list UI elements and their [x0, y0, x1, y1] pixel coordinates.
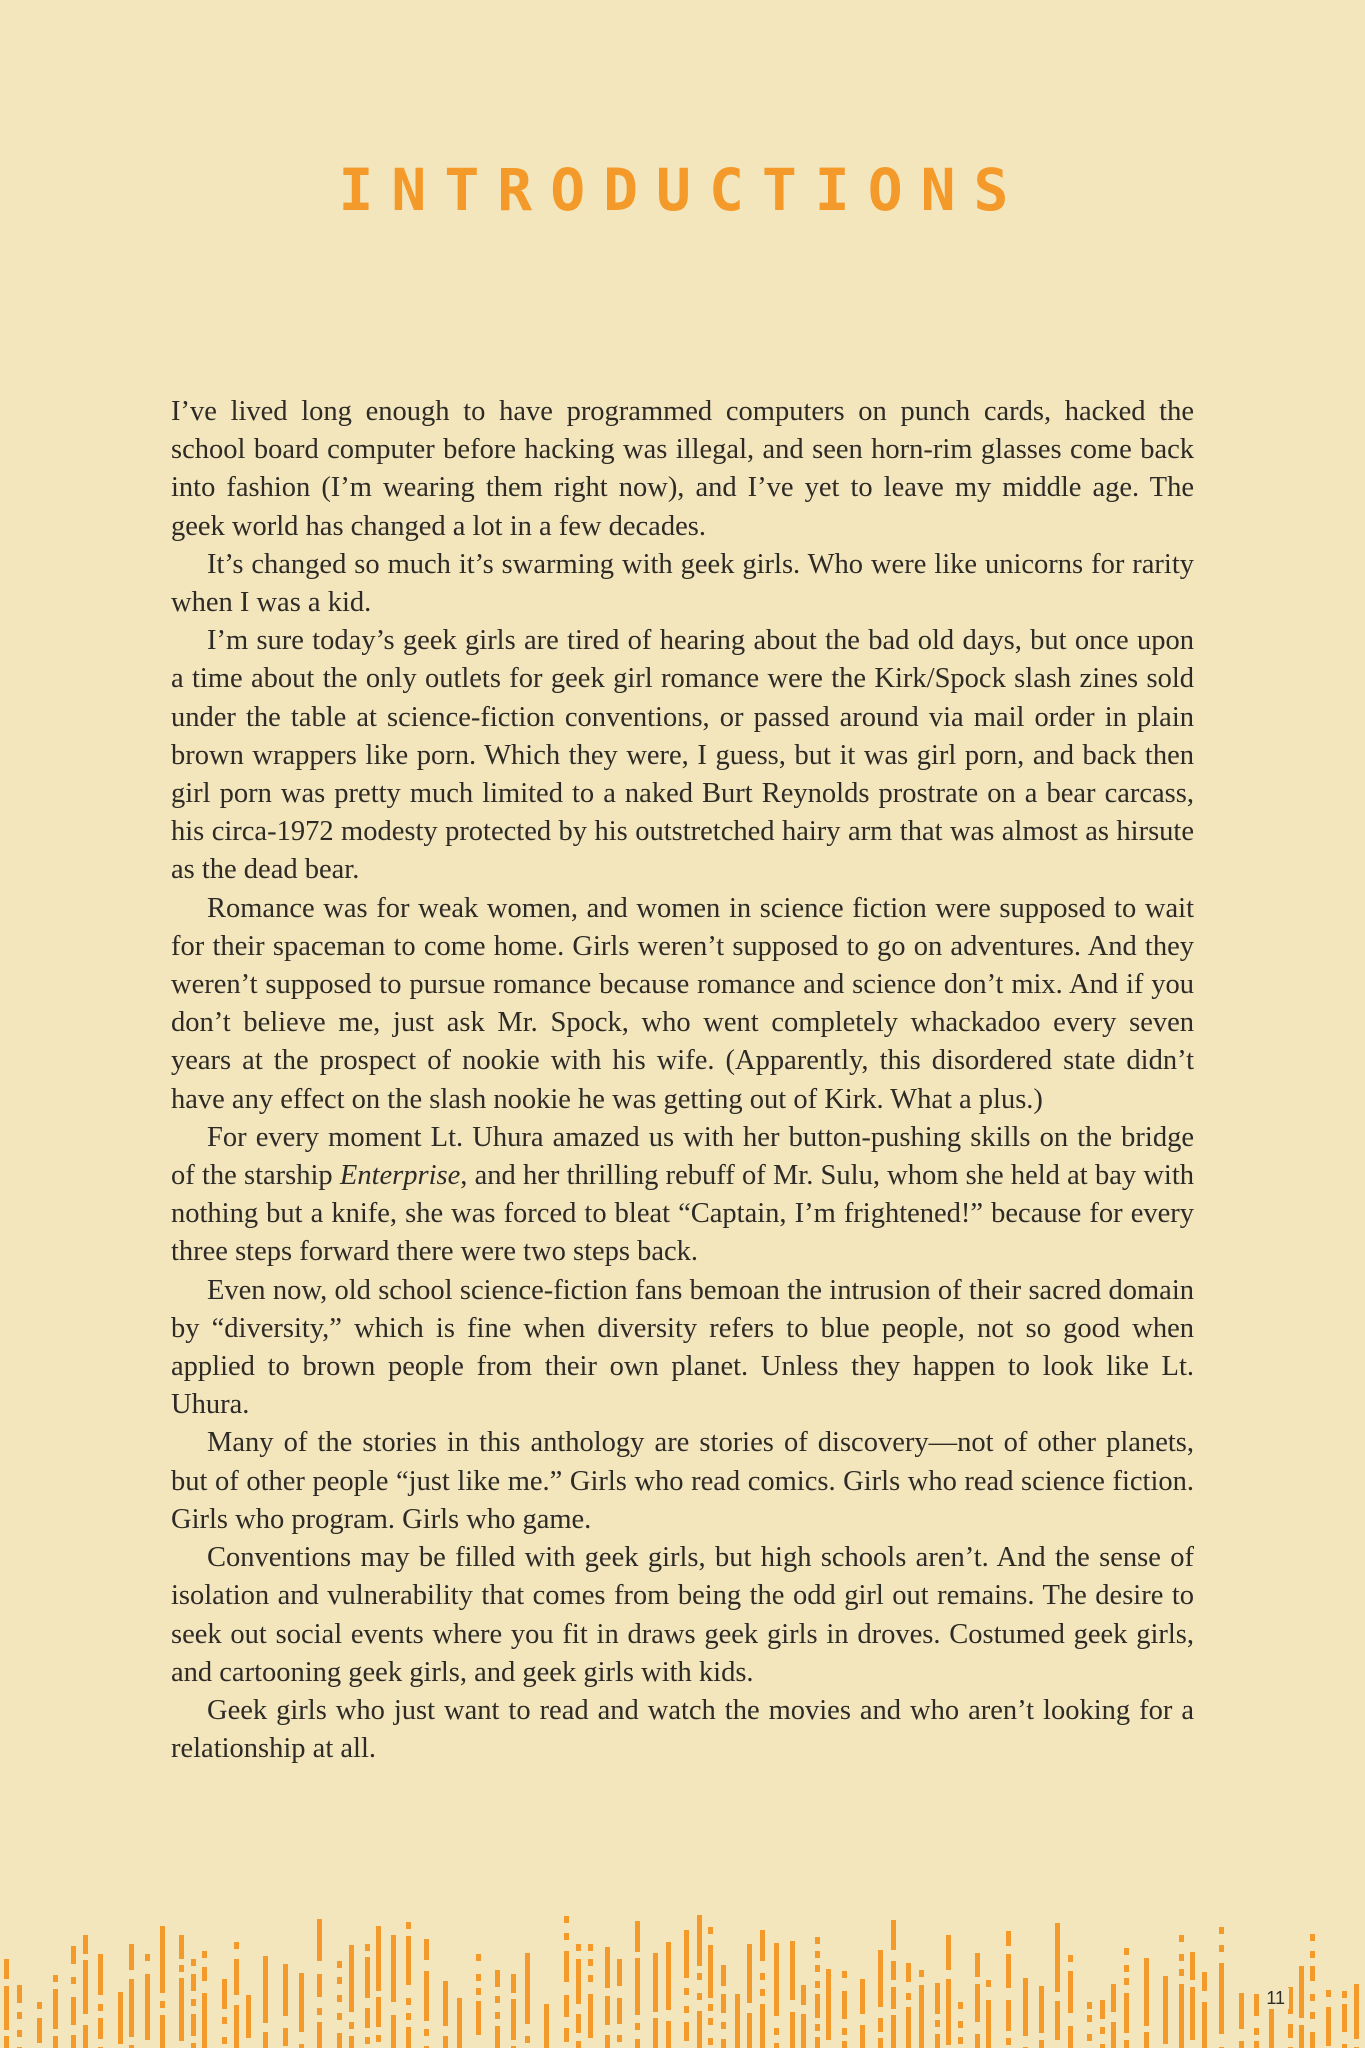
- barcode-bar: [129, 1944, 134, 1970]
- barcode-bar: [986, 2000, 991, 2048]
- barcode-bar: [1310, 1951, 1315, 1958]
- barcode-bar: [1006, 2000, 1011, 2031]
- barcode-bar: [365, 1944, 370, 1951]
- barcode-bar: [53, 2036, 58, 2048]
- barcode-bar: [1254, 2028, 1259, 2035]
- paragraph-2: It’s changed so much it’s swarming with geek girls. Who were like unicorns for rarity when I was a kid.: [171, 548, 1194, 619]
- barcode-bar: [365, 2008, 370, 2028]
- barcode-bar: [760, 1930, 765, 1961]
- barcode-bar: [721, 2022, 726, 2029]
- barcode-bar: [544, 2004, 549, 2048]
- barcode-bar: [246, 1995, 251, 2038]
- barcode-bar: [118, 1992, 123, 2044]
- barcode-bar: [842, 2028, 847, 2035]
- barcode-bar: [525, 1953, 530, 2024]
- barcode-bar: [878, 2018, 883, 2032]
- barcode-bar: [815, 1951, 820, 1958]
- barcode-bar: [1055, 2001, 1060, 2040]
- barcode-bar: [191, 2043, 196, 2048]
- barcode-bar: [391, 1935, 396, 2002]
- barcode-bar: [1202, 1972, 1207, 1991]
- barcode-bar: [891, 1920, 896, 1950]
- barcode-bar: [337, 1977, 342, 1984]
- barcode-bar: [263, 2032, 268, 2048]
- barcode-bar: [815, 2037, 820, 2048]
- barcode-bar: [935, 2020, 940, 2027]
- barcode-bar: [605, 1947, 610, 1988]
- barcode-bar: [1219, 1945, 1224, 1952]
- barcode-bar: [975, 2034, 980, 2048]
- barcode-bar: [53, 1989, 58, 2029]
- barcode-bar: [202, 1967, 207, 1981]
- barcode-bar: [1006, 2038, 1011, 2045]
- barcode-bar: [935, 2034, 940, 2048]
- barcode-bar: [564, 1951, 569, 1982]
- barcode-bar: [1190, 1952, 1195, 1980]
- barcode-bar: [1124, 1948, 1129, 1955]
- barcode-bar: [424, 2029, 429, 2036]
- barcode-bar: [635, 2023, 640, 2030]
- barcode-bar: [1326, 2007, 1331, 2046]
- barcode-bar: [98, 2004, 103, 2011]
- paragraph-3: I’m sure today’s geek girls are tired of hearing about the bad old days, but once upon a time about the only outlets for geek girl romance were the Kirk/Spock slash zines sold under the table at science-fiction conventions, or passed around via mail order in plain brown wrappers like porn. Which they were, I guess, but it was girl porn, and back then girl porn was pretty much limited to a naked Burt Reynolds prostrate on a bear carcass, his circa-1972 modesty protected by his outstretched hairy arm that was almost as hirsute as the dead bear.: [171, 625, 1194, 886]
- barcode-bar: [1254, 1994, 1259, 2016]
- barcode-bar: [826, 1969, 831, 2040]
- barcode-bar: [37, 2002, 42, 2009]
- barcode-graphic: [0, 1905, 1365, 2048]
- barcode-bar: [666, 2021, 671, 2048]
- barcode-bar: [747, 2013, 752, 2048]
- barcode-bar: [17, 2030, 22, 2037]
- barcode-bar: [1254, 2041, 1259, 2048]
- barcode-bar: [337, 1961, 342, 1968]
- barcode-bar: [476, 1988, 481, 1995]
- barcode-bar: [801, 1985, 806, 2005]
- barcode-bar: [1179, 1954, 1184, 1961]
- barcode-bar: [697, 1973, 702, 1980]
- barcode-bar: [721, 2039, 726, 2048]
- barcode-bar: [684, 2006, 689, 2013]
- barcode-bar: [406, 1998, 411, 2005]
- barcode-bar: [1202, 2002, 1207, 2048]
- barcode-bar: [17, 1985, 22, 2003]
- barcode-bar: [1124, 2040, 1129, 2048]
- barcode-bar: [179, 1978, 184, 2041]
- barcode-bar: [815, 1965, 820, 1972]
- barcode-bar: [1144, 1958, 1149, 2026]
- barcode-bar: [1179, 1935, 1184, 1942]
- barcode-bar: [860, 1979, 865, 2014]
- barcode-bar: [98, 1954, 103, 1995]
- barcode-bar: [891, 1987, 896, 2009]
- barcode-bar: [986, 1980, 991, 1987]
- barcode-bar: [842, 1971, 847, 1978]
- body-text: [171, 393, 1194, 1768]
- barcode-bar: [760, 1989, 765, 1996]
- barcode-bar: [317, 1974, 322, 1997]
- barcode-bar: [263, 1956, 268, 2023]
- barcode-bar: [721, 1994, 726, 2013]
- barcode-bar: [801, 2014, 806, 2048]
- barcode-bar: [617, 1998, 622, 2024]
- barcode-bar: [1111, 2022, 1116, 2048]
- barcode-bar: [160, 2001, 165, 2008]
- barcode-bar: [1055, 1923, 1060, 1992]
- barcode-bar: [815, 2024, 820, 2031]
- barcode-bar: [653, 2018, 658, 2048]
- barcode-bar: [1310, 1966, 1315, 1981]
- barcode-bar: [860, 2025, 865, 2048]
- barcode-bar: [576, 1944, 581, 1951]
- barcode-bar: [129, 1979, 134, 2037]
- barcode-bar: [191, 1959, 196, 1966]
- barcode-bar: [666, 1942, 671, 2010]
- barcode-bar: [815, 1994, 820, 2018]
- barcode-bar: [906, 1993, 911, 2000]
- barcode-bar: [17, 2012, 22, 2019]
- barcode-bar: [1023, 1978, 1028, 2036]
- barcode-bar: [697, 1993, 702, 2000]
- barcode-bar: [1006, 1954, 1011, 1988]
- barcode-bar: [708, 2038, 713, 2045]
- barcode-bar: [635, 1958, 640, 2015]
- barcode-bar: [891, 1961, 896, 1980]
- barcode-bar: [576, 1959, 581, 2004]
- barcode-bar: [179, 1965, 184, 1972]
- barcode-bar: [317, 2022, 322, 2048]
- barcode-bar: [222, 2017, 227, 2024]
- barcode-bar: [83, 1935, 88, 1954]
- barcode-bar: [191, 1974, 196, 1991]
- barcode-bar: [299, 1973, 304, 2032]
- barcode-bar: [365, 1957, 370, 1998]
- barcode-bar: [1087, 2034, 1092, 2041]
- barcode-bar: [191, 2014, 196, 2036]
- paragraph-9: Geek girls who just want to read and watch the movies and who aren’t looking for a relationship at all.: [171, 1694, 1194, 1765]
- barcode-bar: [774, 2028, 779, 2035]
- barcode-bar: [1124, 1978, 1129, 1985]
- paragraph-5: [171, 1119, 1194, 1272]
- barcode-bar: [790, 1941, 795, 2000]
- paragraph-7: Many of the stories in this anthology are stories of discovery—not of other planets, but of other people “just like me.” Girls who read comics. Girls who read science fiction. Girls who program. Girls who game.: [171, 1427, 1194, 1535]
- barcode-bar: [71, 1946, 76, 1964]
- barcode-bar: [160, 2015, 165, 2048]
- barcode-bar: [1219, 1927, 1224, 1934]
- barcode-bar: [234, 1942, 239, 1949]
- barcode-bar: [1179, 1969, 1184, 1976]
- barcode-bar: [708, 2004, 713, 2011]
- barcode-bar: [145, 1974, 150, 2040]
- paragraph-5-after: , and her thrilling rebuff of Mr. Sulu, whom she held at bay with nothing but a knife, she was forced to bleat “Captain, I’m frightened!” because for every three steps forward there were two steps back.: [171, 1160, 1194, 1268]
- page-title: INTRODUCTIONS: [338, 156, 1027, 224]
- barcode-bar: [697, 1915, 702, 1966]
- barcode-bar: [1326, 1990, 1331, 1997]
- barcode-bar: [635, 1921, 640, 1952]
- barcode-bar: [283, 1964, 288, 2016]
- barcode-bar: [975, 1984, 980, 2022]
- barcode-bar: [760, 2004, 765, 2048]
- barcode-bar: [443, 2036, 448, 2048]
- starship-name: Enterprise: [339, 1160, 461, 1192]
- barcode-bar: [179, 1935, 184, 1959]
- page-number: 11: [1262, 1988, 1289, 2009]
- barcode-bar: [234, 2005, 239, 2048]
- barcode-bar: [525, 2036, 530, 2043]
- barcode-bar: [234, 1959, 239, 1995]
- barcode-bar: [1299, 2025, 1304, 2048]
- barcode-bar: [424, 1971, 429, 2021]
- barcode-bar: [1006, 1931, 1011, 1946]
- barcode-bar: [4, 1986, 9, 2030]
- barcode-bar: [1288, 2024, 1293, 2038]
- barcode-bar: [406, 1922, 411, 1929]
- barcode-bar: [476, 1954, 481, 1961]
- barcode-bar: [98, 2018, 103, 2039]
- barcode-bar: [222, 2037, 227, 2044]
- barcode-bar: [1039, 1986, 1044, 2033]
- decorative-binary-barcode: [0, 1905, 1365, 2048]
- paragraph-6: Even now, old school science-fiction fans bemoan the intrusion of their sacred domain by “diversity,” which is fine when diversity refers to blue people, not so good when applied to brown people from their own planet. Unless they happen to look like Lt. Uhura.: [171, 1274, 1194, 1421]
- barcode-bar: [588, 1944, 593, 1951]
- barcode-bar: [1111, 1984, 1116, 2012]
- paragraph-1: I’ve lived long enough to have programmed computers on punch cards, hacked the school board computer before hacking was illegal, and seen horn-rim glasses come back into fashion (I’m wearing them right now), and I’ve yet to leave my middle age. The geek world has changed a lot in a few decades.: [171, 396, 1194, 542]
- barcode-bar: [1219, 1963, 1224, 2034]
- paragraph-8: Conventions may be filled with geek girls, but high schools aren’t. And the sense of isolation and vulnerability that comes from being the odd girl out remains. The desire to seek out social events where you fit in draws geek girls in droves. Costumed geek girls, and cartooning geek girls, and geek girls with kids.: [171, 1542, 1194, 1688]
- barcode-bar: [564, 1916, 569, 1923]
- barcode-bar: [511, 1974, 516, 1993]
- barcode-bar: [443, 1981, 448, 2026]
- barcode-bar: [1068, 1971, 1073, 2013]
- barcode-bar: [891, 2015, 896, 2048]
- barcode-bar: [708, 2018, 713, 2025]
- barcode-bar: [635, 2039, 640, 2048]
- barcode-bar: [317, 2008, 322, 2015]
- barcode-bar: [1239, 2041, 1244, 2048]
- barcode-bar: [145, 1954, 150, 1961]
- barcode-bar: [815, 1937, 820, 1944]
- barcode-bar: [735, 1994, 740, 2048]
- barcode-bar: [391, 2015, 396, 2048]
- barcode-bar: [975, 1953, 980, 1977]
- barcode-bar: [1144, 2032, 1149, 2048]
- paragraph-4: Romance was for weak women, and women in science fiction were supposed to wait for their spaceman to come home. Girls weren’t supposed to go on adventures. And they weren’t supposed to pursue romance because romance and science don’t mix. And if you don’t believe me, just ask Mr. Spock, who went completely whackadoo every seven years at the prospect of nookie with his wife. (Apparently, this disordered state didn’t have any effect on the slash nookie he was getting out of Kirk. What a plus.): [171, 892, 1194, 1115]
- barcode-bar: [376, 1997, 381, 2027]
- barcode-bar: [202, 1951, 207, 1958]
- barcode-bar: [406, 2013, 411, 2020]
- barcode-bar: [1124, 1965, 1129, 1972]
- barcode-bar: [617, 1959, 622, 1986]
- barcode-bar: [349, 2022, 354, 2029]
- barcode-bar: [1239, 1993, 1244, 2029]
- barcode-bar: [1310, 2032, 1315, 2048]
- barcode-bar: [1342, 2044, 1347, 2048]
- barcode-bar: [1163, 1976, 1168, 2044]
- barcode-bar: [495, 1996, 500, 2003]
- barcode-bar: [457, 1998, 462, 2048]
- barcode-bar: [721, 1965, 726, 1986]
- barcode-bar: [684, 1930, 689, 1978]
- barcode-bar: [684, 2022, 689, 2041]
- barcode-bar: [1068, 1955, 1073, 1962]
- barcode-bar: [349, 1945, 354, 2012]
- barcode-bar: [1310, 2012, 1315, 2019]
- barcode-bar: [1310, 1934, 1315, 1941]
- barcode-bar: [71, 1977, 76, 1984]
- barcode-bar: [376, 1926, 381, 1991]
- barcode-bar: [760, 1973, 765, 1980]
- barcode-bar: [1100, 2044, 1105, 2048]
- barcode-bar: [946, 1935, 951, 1970]
- barcode-bar: [878, 1950, 883, 2007]
- barcode-bar: [71, 2035, 76, 2048]
- barcode-bar: [842, 2041, 847, 2048]
- barcode-bar: [1354, 1984, 1359, 2039]
- barcode-bar: [406, 1936, 411, 1985]
- barcode-bar: [1039, 2040, 1044, 2048]
- barcode-bar: [476, 1974, 481, 1981]
- barcode-bar: [564, 1933, 569, 1940]
- barcode-bar: [71, 1997, 76, 2025]
- barcode-bar: [406, 2027, 411, 2048]
- barcode-bar: [774, 1943, 779, 2016]
- barcode-bar: [83, 2025, 88, 2048]
- barcode-bar: [337, 2013, 342, 2020]
- barcode-bar: [1100, 2027, 1105, 2034]
- barcode-bar: [958, 2021, 963, 2028]
- barcode-bar: [605, 2035, 610, 2048]
- barcode-bar: [708, 1927, 713, 1934]
- barcode-bar: [222, 1979, 227, 2009]
- paragraph-5-before: For every moment Lt. Uhura amazed us with her button-pushing skills on the bridge of the starship: [171, 1121, 1194, 1192]
- barcode-bar: [588, 1975, 593, 1982]
- barcode-bar: [495, 2012, 500, 2019]
- barcode-bar: [83, 1960, 88, 2014]
- barcode-bar: [53, 1975, 58, 1982]
- barcode-bar: [1124, 1993, 1129, 2033]
- barcode-bar: [1179, 1984, 1184, 2048]
- barcode-bar: [935, 1983, 940, 2014]
- barcode-bar: [564, 2028, 569, 2042]
- barcode-bar: [1310, 1994, 1315, 2001]
- barcode-bar: [653, 1953, 658, 2012]
- barcode-bar: [202, 1993, 207, 2048]
- barcode-bar: [1190, 1987, 1195, 2040]
- barcode-bar: [1342, 2004, 1347, 2032]
- barcode-bar: [906, 1963, 911, 1982]
- barcode-bar: [1087, 2002, 1092, 2009]
- barcode-bar: [160, 1926, 165, 1993]
- barcode-bar: [958, 2037, 963, 2044]
- barcode-bar: [299, 2044, 304, 2048]
- barcode-bar: [708, 1945, 713, 1998]
- barcode-bar: [1068, 2026, 1073, 2048]
- barcode-bar: [1299, 1966, 1304, 2018]
- barcode-bar: [774, 2043, 779, 2048]
- barcode-bar: [495, 2026, 500, 2048]
- barcode-bar: [317, 1919, 322, 1961]
- barcode-bar: [697, 2011, 702, 2048]
- barcode-bar: [790, 2012, 795, 2048]
- barcode-bar: [191, 1999, 196, 2006]
- barcode-bar: [1342, 1991, 1347, 1998]
- barcode-bar: [4, 2036, 9, 2048]
- barcode-bar: [337, 2033, 342, 2048]
- barcode-bar: [495, 1970, 500, 1987]
- barcode-bar: [283, 2028, 288, 2046]
- barcode-bar: [337, 1995, 342, 2002]
- barcode-bar: [588, 1994, 593, 2038]
- barcode-bar: [906, 2007, 911, 2048]
- barcode-bar: [946, 1979, 951, 2045]
- barcode-bar: [1087, 2015, 1092, 2022]
- barcode-bar: [576, 2041, 581, 2048]
- barcode-bar: [842, 1991, 847, 2019]
- barcode-bar: [605, 1996, 610, 2025]
- barcode-bar: [564, 1995, 569, 2017]
- barcode-bar: [684, 1988, 689, 1995]
- barcode-bar: [365, 2037, 370, 2044]
- barcode-bar: [815, 1981, 820, 1988]
- barcode-bar: [878, 2038, 883, 2048]
- barcode-bar: [1100, 2000, 1105, 2019]
- barcode-bar: [747, 1944, 752, 2003]
- barcode-bar: [424, 1939, 429, 1960]
- barcode-bar: [37, 2018, 42, 2043]
- barcode-bar: [617, 2035, 622, 2042]
- barcode-bar: [588, 1959, 593, 1966]
- barcode-bar: [476, 2001, 481, 2035]
- barcode-bar: [4, 1959, 9, 1979]
- barcode-bar: [511, 1999, 516, 2040]
- barcode-bar: [376, 2035, 381, 2042]
- barcode-bar: [958, 2002, 963, 2009]
- barcode-bar: [919, 1985, 924, 2048]
- barcode-bar: [919, 1970, 924, 1977]
- barcode-bar: [349, 2036, 354, 2048]
- barcode-bar: [576, 2014, 581, 2033]
